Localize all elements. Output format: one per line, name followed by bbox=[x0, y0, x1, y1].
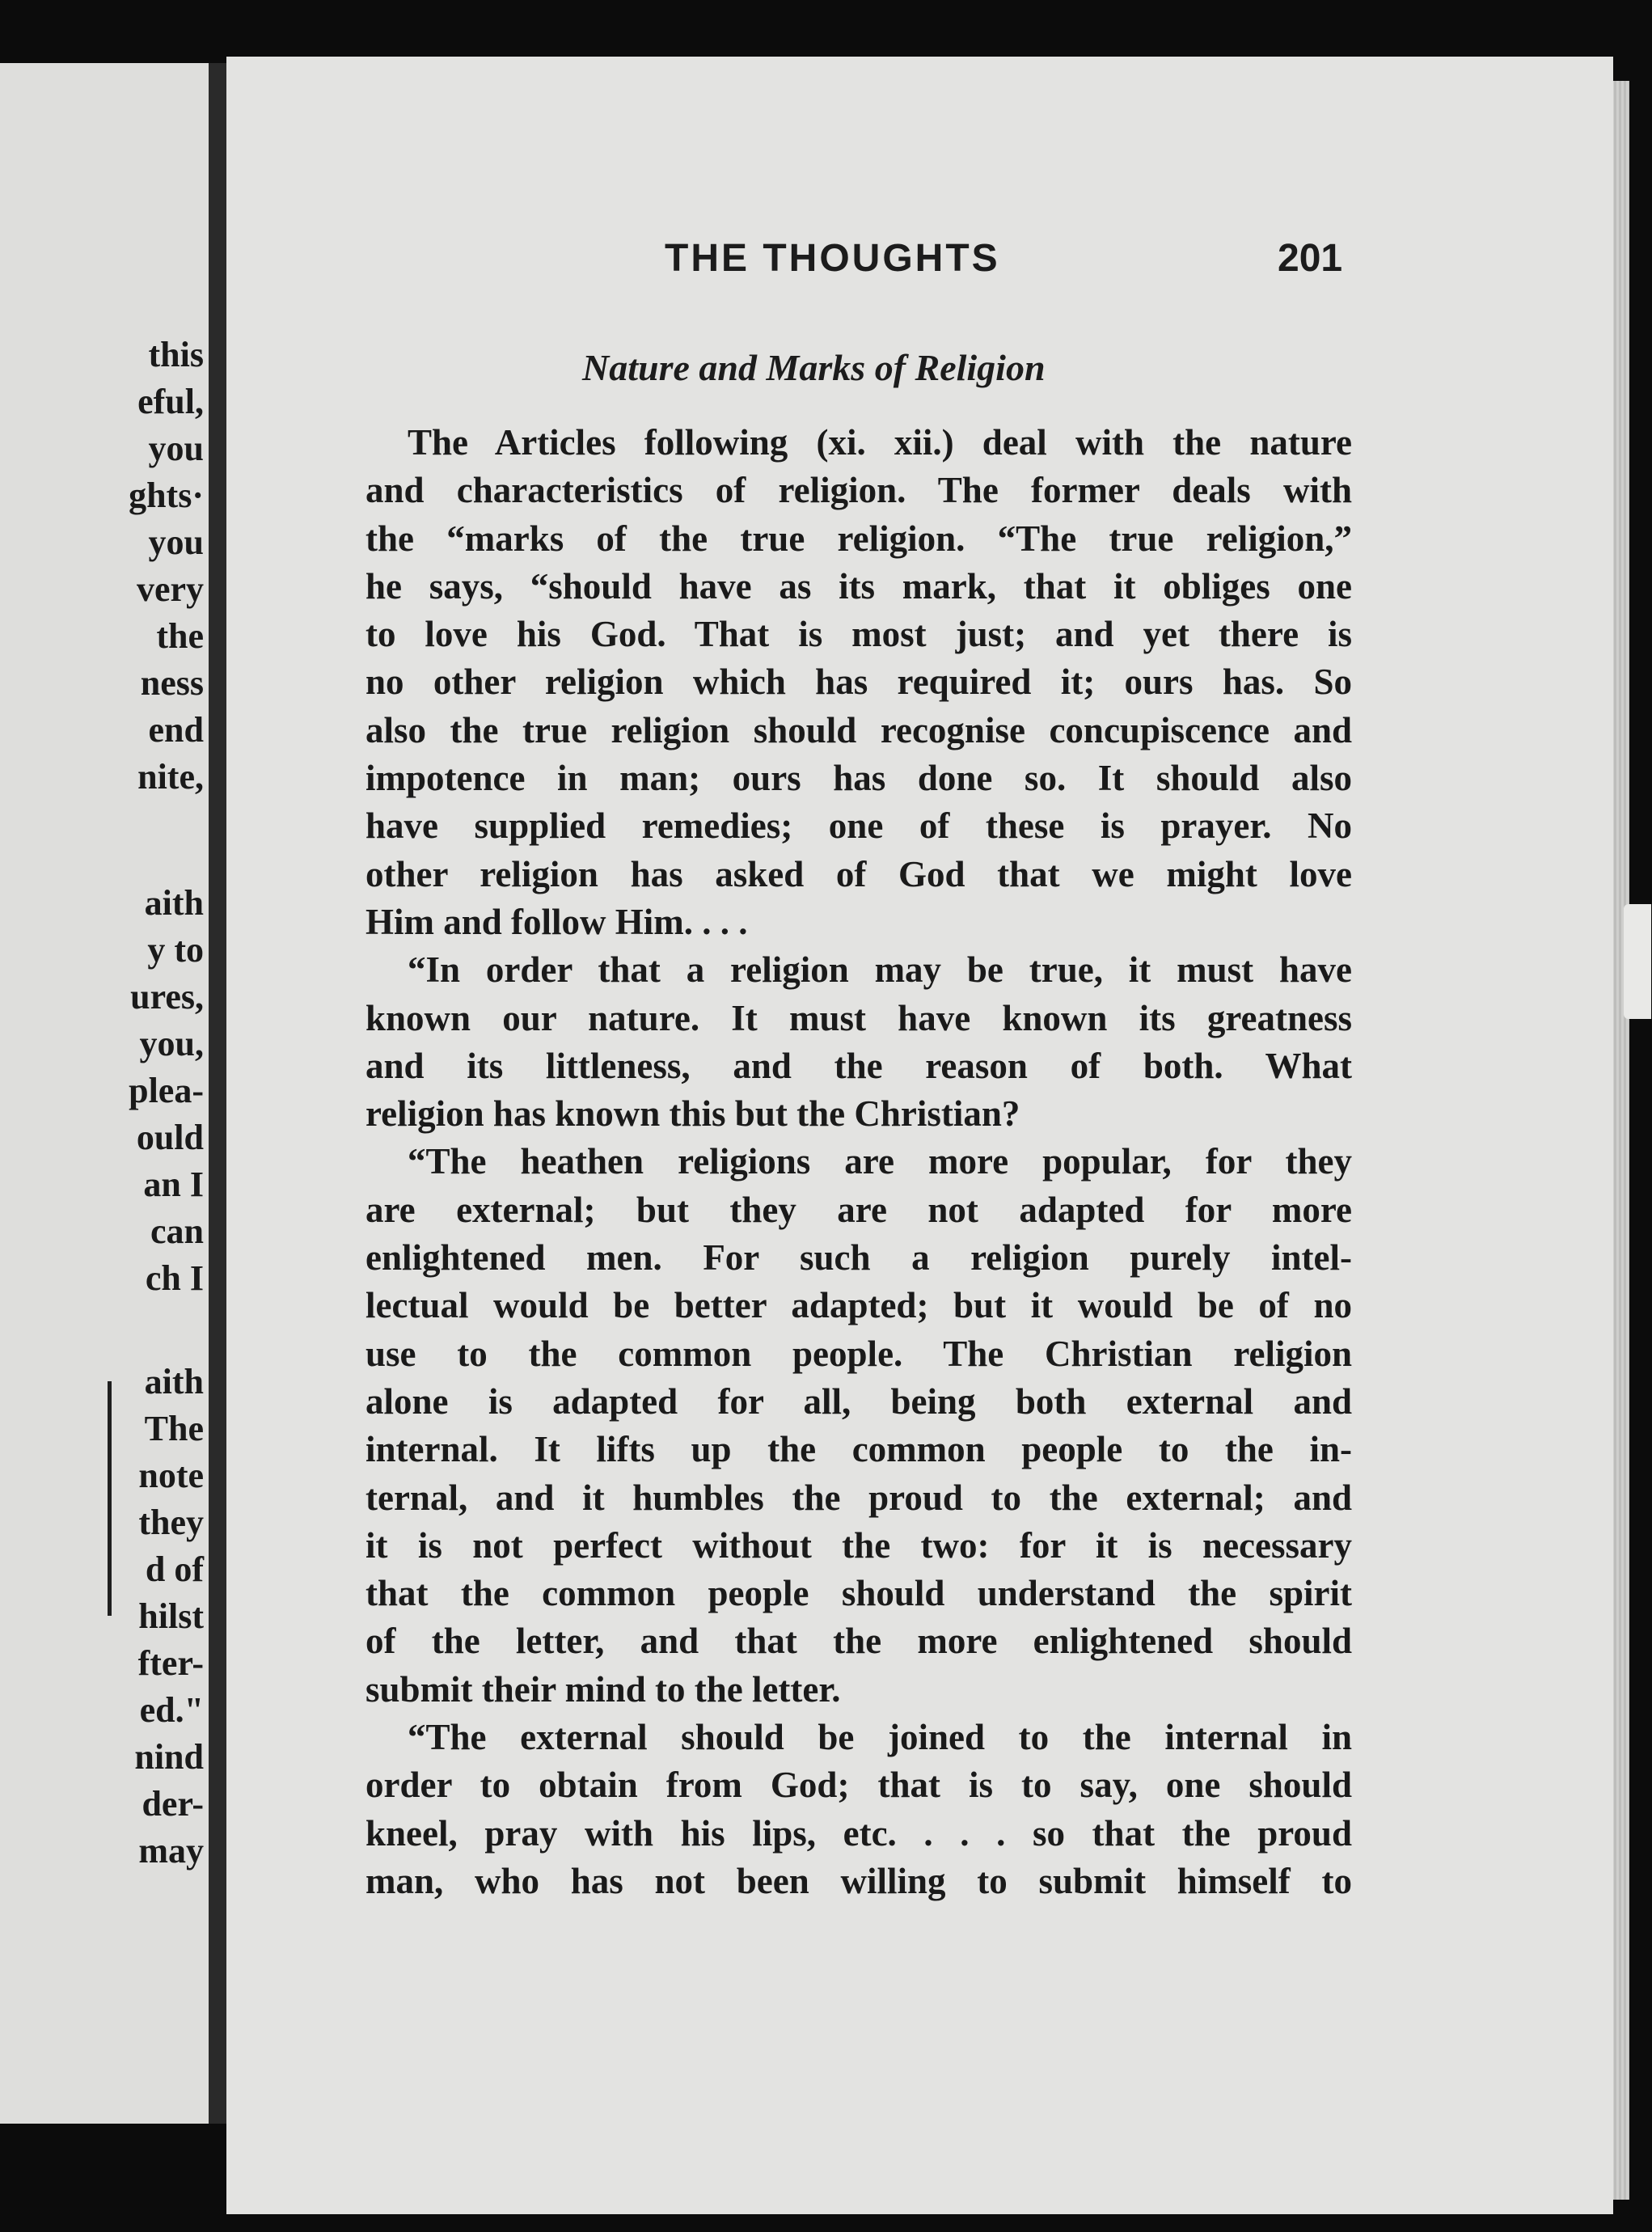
text-line: religion has known this but the Christian? bbox=[365, 1093, 1020, 1135]
facing-page-text: an I bbox=[143, 1165, 204, 1204]
text-line: he says, “should have as its mark, that it obliges one bbox=[365, 565, 1352, 607]
facing-page-text: der- bbox=[142, 1784, 204, 1824]
facing-page-text: you, bbox=[139, 1024, 204, 1063]
facing-page-text: they bbox=[138, 1503, 204, 1542]
text-line: it is not perfect without the two: for it is necessary bbox=[365, 1524, 1352, 1566]
margin-mark bbox=[108, 1381, 112, 1616]
text-line: to love his God. That is most just; and yet there is bbox=[365, 614, 1352, 655]
facing-page-text: can bbox=[150, 1211, 204, 1251]
facing-page-text: aith bbox=[144, 883, 204, 923]
text-line: have supplied remedies; one of these is prayer. No bbox=[365, 805, 1352, 847]
facing-page-text: y to bbox=[147, 930, 204, 970]
text-line: other religion has asked of God that we might love bbox=[365, 853, 1352, 894]
facing-page-text: ghts· bbox=[129, 476, 204, 515]
facing-page-text: note bbox=[138, 1456, 204, 1495]
text-line: are external; but they are not adapted for more bbox=[365, 1189, 1352, 1230]
book-gutter bbox=[209, 63, 226, 2124]
facing-page-text: you bbox=[148, 429, 204, 468]
text-line: submit their mind to the letter. bbox=[365, 1668, 841, 1710]
running-head: THE THOUGHTS bbox=[665, 237, 1000, 280]
facing-page-text: end bbox=[148, 710, 204, 750]
text-line: “In order that a religion may be true, it must have bbox=[408, 949, 1352, 991]
text-line: and its littleness, and the reason of both. What bbox=[365, 1045, 1352, 1086]
facing-page-fragment bbox=[0, 63, 209, 2124]
facing-page-text: ould bbox=[136, 1118, 204, 1157]
text-line: no other religion which has required it; ours has. So bbox=[365, 662, 1352, 703]
facing-page-text: nite, bbox=[137, 757, 204, 797]
page-number: 201 bbox=[1278, 237, 1343, 280]
section-title: Nature and Marks of Religion bbox=[582, 347, 1046, 388]
text-line: man, who has not been willing to submit himself to bbox=[365, 1860, 1352, 1901]
facing-page-text: fter- bbox=[137, 1643, 204, 1683]
text-line: enlightened men. For such a religion purely intel- bbox=[365, 1237, 1352, 1279]
text-line: impotence in man; ours has done so. It should also bbox=[365, 758, 1352, 799]
text-line: that the common people should understand the spirit bbox=[365, 1573, 1352, 1614]
text-line: known our nature. It must have known its greatness bbox=[365, 997, 1352, 1038]
facing-page-text: nind bbox=[134, 1737, 204, 1777]
facing-page-text: you bbox=[148, 522, 204, 562]
text-line: “The external should be joined to the internal in bbox=[408, 1717, 1352, 1758]
text-line: and characteristics of religion. The former deals with bbox=[365, 470, 1352, 511]
text-line: order to obtain from God; that is to say, one should bbox=[365, 1765, 1352, 1806]
facing-page-text: hilst bbox=[138, 1596, 204, 1636]
text-line: “The heathen religions are more popular, for they bbox=[408, 1141, 1352, 1182]
facing-page-text: d of bbox=[145, 1549, 204, 1589]
text-line: The Articles following (xi. xii.) deal with the nature bbox=[408, 422, 1352, 463]
facing-page-text: aith bbox=[144, 1362, 204, 1401]
facing-page-text: the bbox=[156, 616, 204, 656]
text-line: the “marks of the true religion. “The true religion,” bbox=[365, 518, 1352, 559]
facing-page-text: may bbox=[138, 1831, 204, 1871]
text-line: also the true religion should recognise concupiscence and bbox=[365, 709, 1352, 750]
facing-page-text: ures, bbox=[130, 977, 204, 1017]
text-line: use to the common people. The Christian religion bbox=[365, 1333, 1352, 1374]
facing-page-text: eful, bbox=[137, 382, 204, 421]
body-text bbox=[365, 419, 1352, 1905]
facing-page-text: this bbox=[148, 335, 204, 374]
text-line: kneel, pray with his lips, etc. . . . so that the proud bbox=[365, 1812, 1352, 1854]
facing-page-text: ch I bbox=[145, 1258, 204, 1298]
facing-page-text: The bbox=[144, 1409, 204, 1448]
text-line: Him and follow Him. . . . bbox=[365, 901, 748, 942]
facing-page-text: very bbox=[136, 569, 204, 609]
facing-page-text: ed." bbox=[139, 1690, 204, 1730]
text-line: internal. It lifts up the common people to the in- bbox=[365, 1429, 1352, 1470]
facing-page-text: ness bbox=[140, 663, 204, 703]
text-line: alone is adapted for all, being both external and bbox=[365, 1380, 1352, 1422]
text-line: of the letter, and that the more enlightened should bbox=[365, 1621, 1352, 1662]
facing-page-text: plea- bbox=[129, 1071, 204, 1110]
page-edge-tab bbox=[1624, 904, 1651, 1019]
text-line: lectual would be better adapted; but it would be of no bbox=[365, 1285, 1352, 1326]
text-line: ternal, and it humbles the proud to the external; and bbox=[365, 1477, 1352, 1518]
